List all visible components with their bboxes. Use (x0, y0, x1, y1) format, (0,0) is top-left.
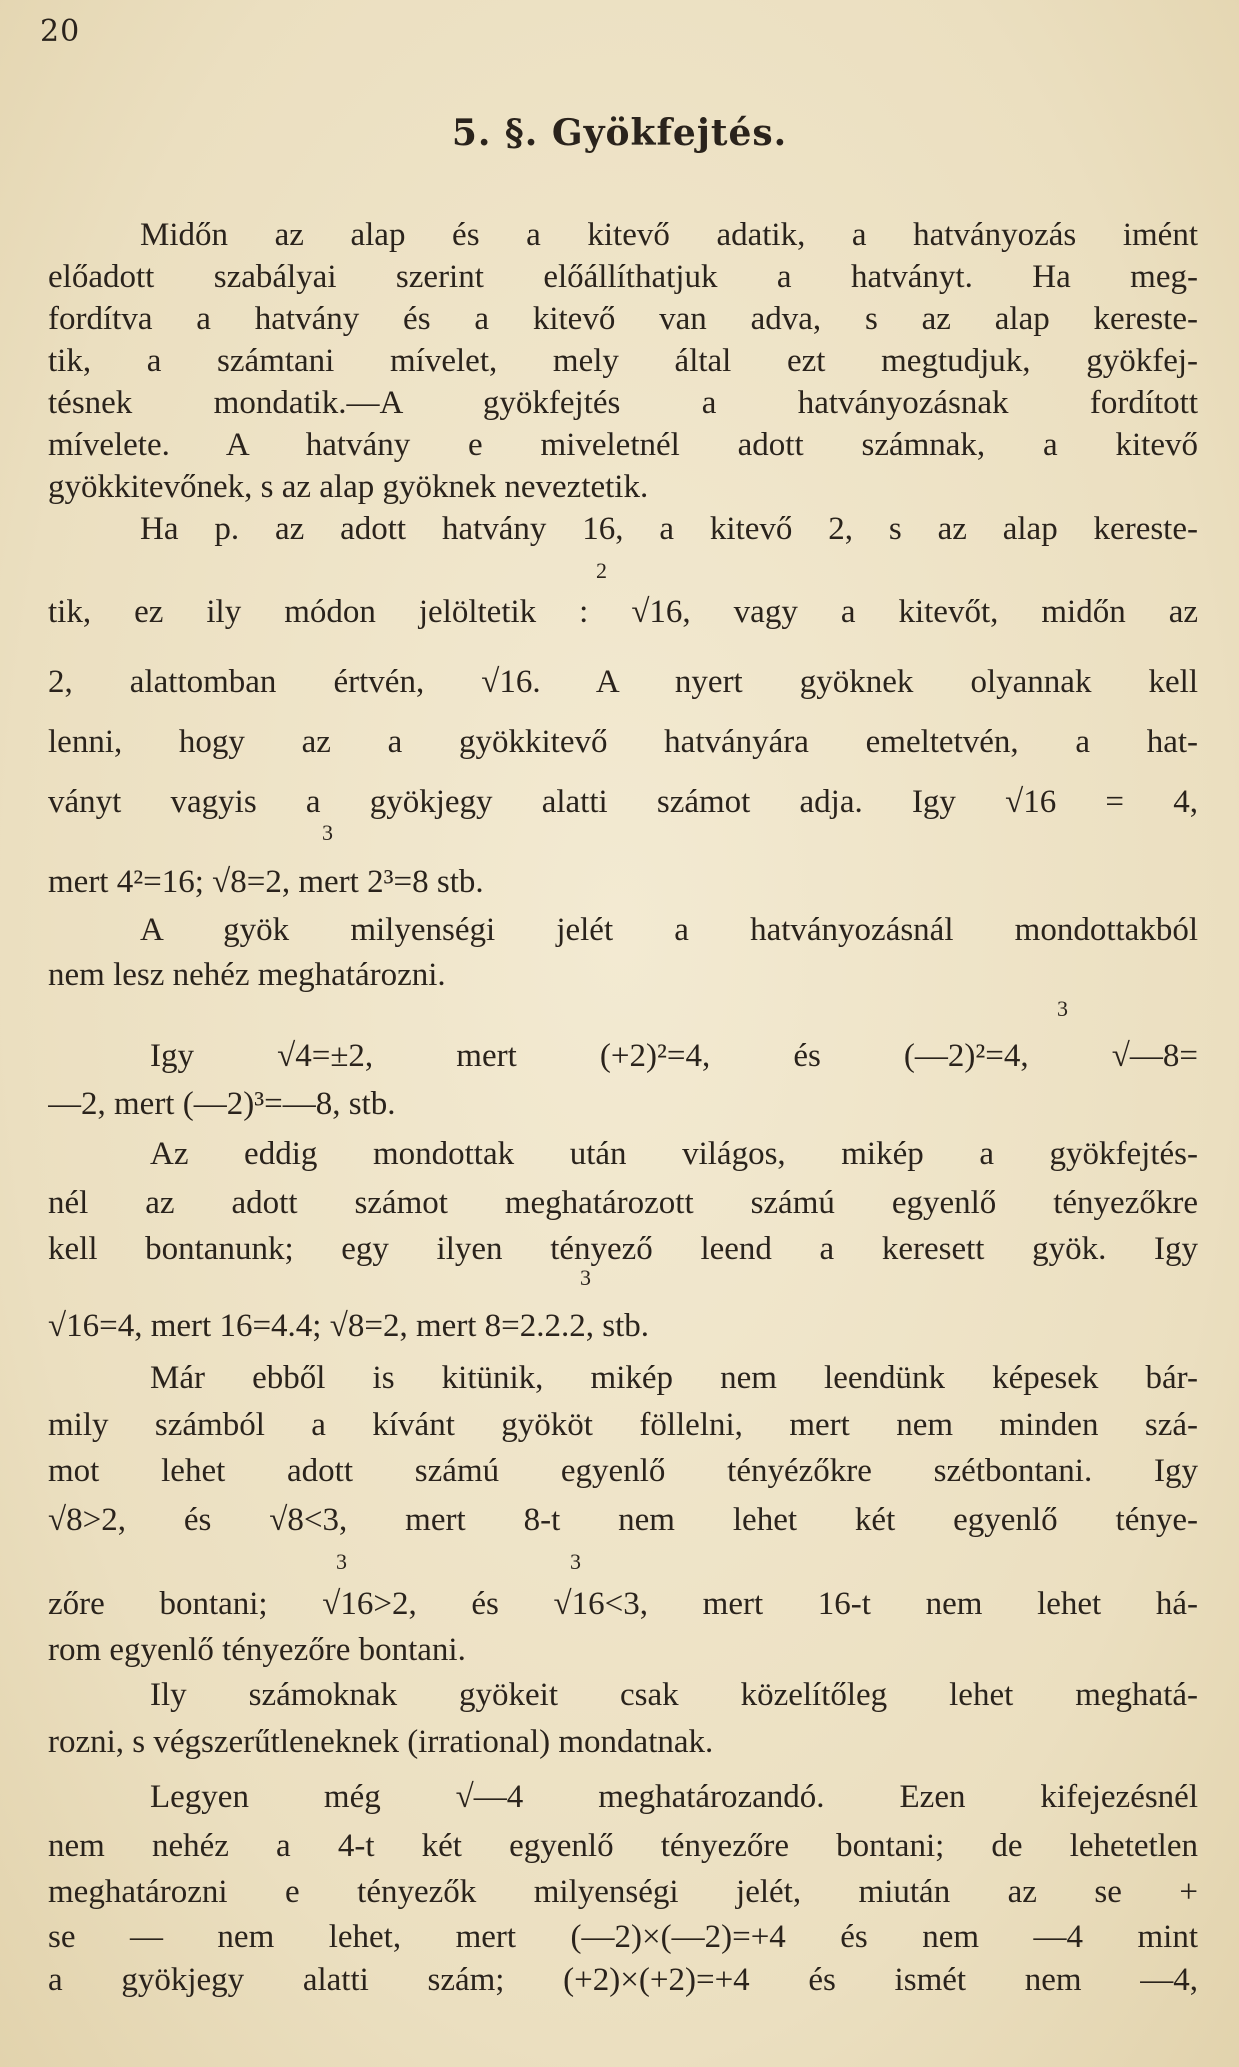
text-line: Igy √4=±2, mert (+2)²=4, és (—2)²=4, √—8= (150, 1038, 1198, 1074)
text-line: fordítva a hatvány és a kitevő van adva, s az alap kereste- (48, 301, 1198, 337)
text-line: meghatározni e tényezők milyenségi jelét, miután az se + (48, 1874, 1198, 1910)
text-line: ványt vagyis a gyökjegy alatti számot adja. Igy √16 = 4, (48, 784, 1198, 820)
text-line: a gyökjegy alatti szám; (+2)×(+2)=+4 és ismét nem —4, (48, 1962, 1198, 1998)
root-index: 3 (336, 1549, 347, 1574)
text-line: 2, alattomban értvén, √16. A nyert gyöknek olyannak kell (48, 664, 1198, 700)
text-line: Már ebből is kitünik, mikép nem leendünk képesek bár- (150, 1360, 1198, 1396)
text-line: kell bontanunk; egy ilyen tényező leend a keresett gyök. Igy (48, 1231, 1198, 1267)
text-line: Legyen még √—4 meghatározandó. Ezen kifejezésnél (150, 1779, 1198, 1815)
text-line: nem nehéz a 4-t két egyenlő tényezőre bontani; de lehetetlen (48, 1828, 1198, 1864)
section-heading: 5. §. Gyökfejtés. (451, 112, 788, 154)
text-line: zőre bontani; √16>2, és √16<3, mert 16-t nem lehet há- (48, 1586, 1198, 1622)
text-line: előadott szabályai szerint előállíthatjuk a hatványt. Ha meg- (48, 259, 1198, 295)
text-line: mot lehet adott számú egyenlő tényézőkre szétbontani. Igy (48, 1453, 1198, 1489)
text-line: mívelete. A hatvány e miveletnél adott számnak, a kitevő (48, 427, 1198, 463)
text-line: √16=4, mert 16=4.4; √8=2, mert 8=2.2.2, stb. (48, 1308, 650, 1344)
text-line: Ily számoknak gyökeit csak közelítőleg lehet meghatá- (150, 1677, 1198, 1713)
text-line: mily számból a kívánt gyököt föllelni, mert nem minden szá- (48, 1407, 1198, 1443)
text-line: —2, mert (—2)³=—8, stb. (48, 1086, 396, 1122)
text-line: tik, a számtani mívelet, mely által ezt megtudjuk, gyökfej- (48, 343, 1198, 379)
root-index: 3 (1057, 996, 1068, 1021)
text-line: Az eddig mondottak után világos, mikép a gyökfejtés- (150, 1136, 1198, 1172)
text-line: √8>2, és √8<3, mert 8-t nem lehet két egyenlő ténye- (48, 1502, 1198, 1538)
text-line: tik, ez ily módon jelöltetik : √16, vagy a kitevőt, midőn az (48, 594, 1198, 630)
text-line: nem lesz nehéz meghatározni. (48, 957, 446, 993)
root-index: 3 (322, 820, 333, 845)
text-line: mert 4²=16; √8=2, mert 2³=8 stb. (48, 864, 484, 900)
root-index: 3 (570, 1549, 581, 1574)
text-line: rozni, s végszerűtleneknek (irrational) mondatnak. (48, 1724, 714, 1760)
text-line: gyökkitevőnek, s az alap gyöknek neveztetik. (48, 469, 649, 505)
text-line: tésnek mondatik.—A gyökfejtés a hatványozásnak fordított (48, 385, 1198, 421)
text-line: Ha p. az adott hatvány 16, a kitevő 2, s az alap kereste- (140, 511, 1198, 547)
text-line: Midőn az alap és a kitevő adatik, a hatványozás imént (140, 217, 1198, 253)
root-index: 2 (596, 558, 607, 583)
page-number: 20 (40, 14, 81, 49)
text-line: se — nem lehet, mert (—2)×(—2)=+4 és nem —4 mint (48, 1919, 1198, 1955)
root-index: 3 (580, 1265, 591, 1290)
text-line: A gyök milyenségi jelét a hatványozásnál mondottakból (140, 912, 1198, 948)
text-line: lenni, hogy az a gyökkitevő hatványára emeltetvén, a hat- (48, 724, 1198, 760)
text-line: nél az adott számot meghatározott számú egyenlő tényezőkre (48, 1185, 1198, 1221)
text-line: rom egyenlő tényezőre bontani. (48, 1632, 466, 1668)
